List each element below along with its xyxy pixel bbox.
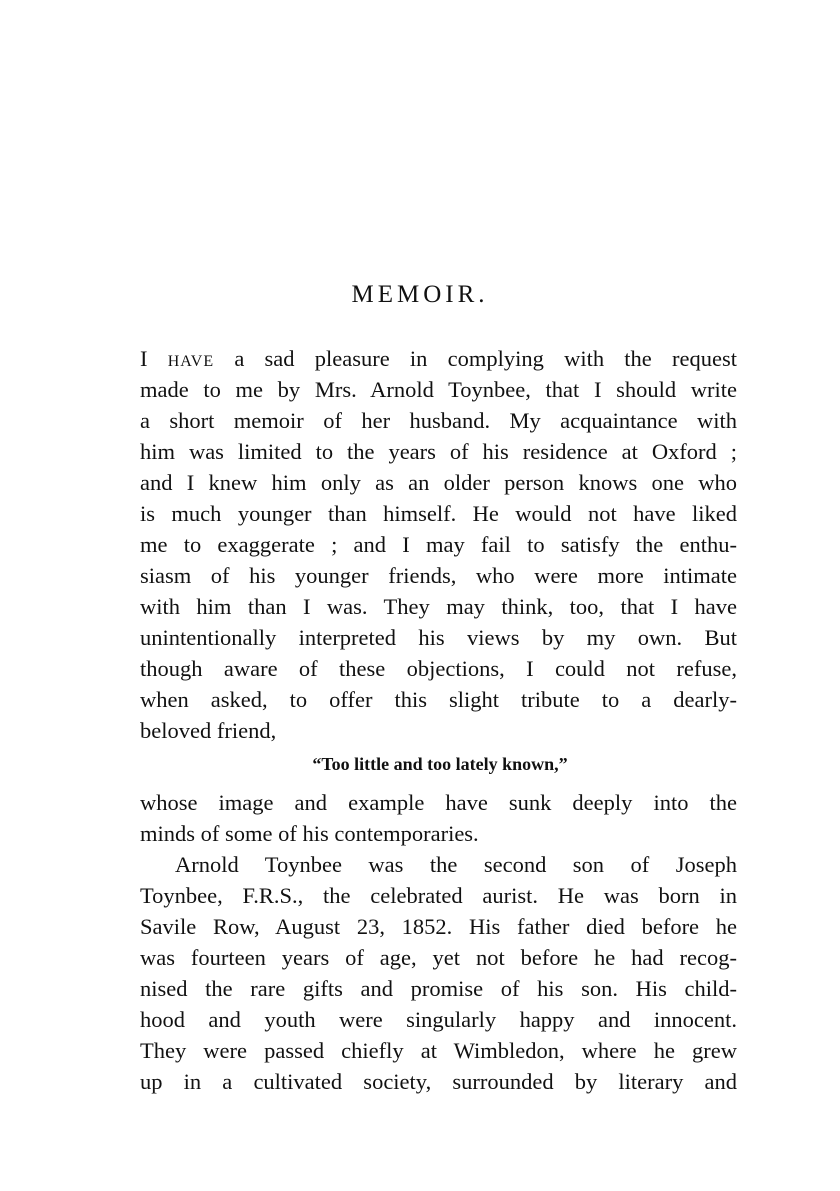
text-line: made to me by Mrs. Arnold Toynbee, that I should write — [140, 377, 737, 402]
text-line: when asked, to offer this slight tribute to a dearly- — [140, 687, 737, 712]
line-text: a sad pleasure in complying with the request — [234, 346, 737, 371]
text-line: him was limited to the years of his residence at Oxford ; — [140, 439, 737, 464]
text-line: minds of some of his contemporaries. — [140, 821, 479, 846]
text-line: They were passed chiefly at Wimbledon, where he grew — [140, 1038, 737, 1063]
text-line: whose image and example have sunk deeply into the — [140, 790, 737, 815]
text-line: unintentionally interpreted his views by my own. But — [140, 625, 737, 650]
text-line: nised the rare gifts and promise of his son. His child- — [140, 976, 737, 1001]
quotation: “Too little and too lately known,” — [312, 754, 568, 774]
text-line: up in a cultivated society, surrounded by literary and — [140, 1069, 737, 1094]
opening-word: I — [140, 346, 148, 371]
text-line: was fourteen years of age, yet not before he had recog- — [140, 945, 737, 970]
text-line: me to exaggerate ; and I may fail to satisfy the enthu- — [140, 532, 737, 557]
text-line: though aware of these objections, I could not refuse, — [140, 656, 737, 681]
text-line: hood and youth were singularly happy and innocent. — [140, 1007, 737, 1032]
text-line: a short memoir of her husband. My acquaintance with — [140, 408, 737, 433]
page-title: MEMOIR. — [351, 281, 489, 308]
text-line: and I knew him only as an older person knows one who — [140, 470, 737, 495]
text-line: Toynbee, F.R.S., the celebrated aurist. He was born in — [140, 883, 737, 908]
text-line: is much younger than himself. He would not have liked — [140, 501, 737, 526]
text-line: siasm of his younger friends, who were more intimate — [140, 563, 737, 588]
text-line: beloved friend, — [140, 718, 277, 743]
text-line: Arnold Toynbee was the second son of Joseph — [175, 852, 737, 877]
opening-smallcaps: have — [167, 346, 215, 371]
text-line: with him than I was. They may think, too, that I have — [140, 594, 737, 619]
text-line: Savile Row, August 23, 1852. His father died before he — [140, 914, 737, 939]
text-line — [140, 343, 737, 374]
